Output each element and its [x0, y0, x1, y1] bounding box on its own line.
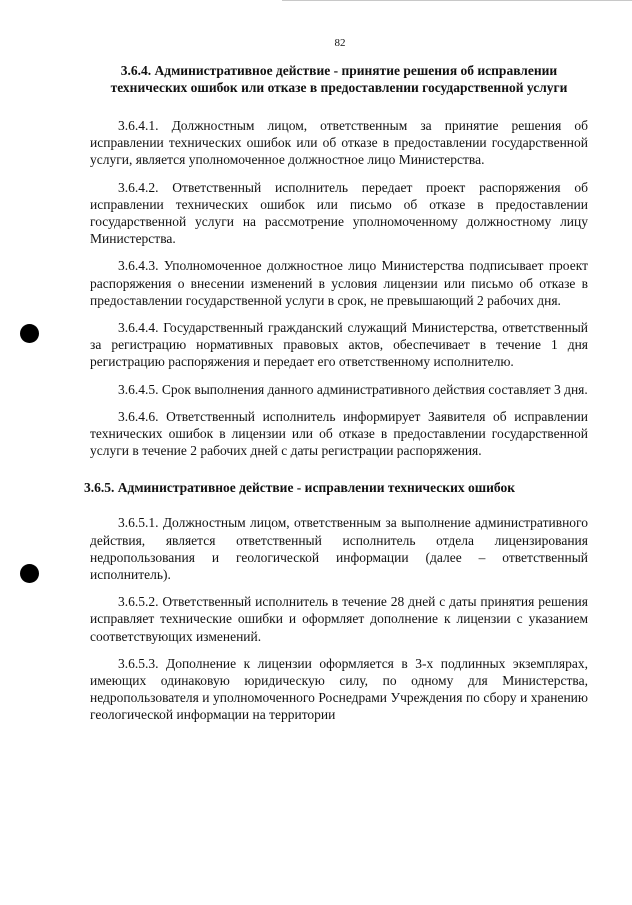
punch-hole [20, 564, 39, 583]
section-heading: 3.6.4. Административное действие - принятие решения об исправлении технических ошибок или отказе в предоставлении государственной услуги [110, 63, 568, 95]
paragraph: 3.6.4.5. Срок выполнения данного административного действия составляет 3 дня. [118, 381, 588, 397]
scan-edge-line [282, 0, 632, 1]
paragraph: 3.6.4.4. Государственный гражданский служащий Министерства, ответственный за регистрацию нормативных правовых актов, обеспечивает в течение 1 дня регистрацию распоряжения и передает его ответственному исполнителю. [90, 320, 588, 370]
paragraph: 3.6.5.1. Должностным лицом, ответственным за выполнение административного действия, является ответственный исполнитель отдела лицензирования недропользования и геологической информации (далее – ответственный исполнитель). [90, 515, 588, 583]
document-body [84, 62, 588, 734]
paragraph: 3.6.4.3. Уполномоченное должностное лицо Министерства подписывает проект распоряжения о внесении изменений в условия лицензии или письмо об отказе в предоставлении государственной услуги в срок, не превышающий 2 рабочих дня. [90, 258, 588, 308]
paragraph: 3.6.5.3. Дополнение к лицензии оформляется в 3-х подлинных экземплярах, имеющих одинаковую юридическую силу, по одному для Министерства, недропользователя и уполномоченного Роснедрами Учреждения по сбору и хранению геологической информации на территории [90, 655, 588, 723]
paragraph: 3.6.4.1. Должностным лицом, ответственным за принятие решения об исправлении технических ошибок или об отказе в предоставлении государственной услуги, является уполномоченное должностное лицо Министерства. [90, 118, 588, 168]
section-heading: 3.6.5. Административное действие - исправлении технических ошибок [84, 480, 516, 496]
paragraph: 3.6.5.2. Ответственный исполнитель в течение 28 дней с даты принятия решения исправляет технические ошибки и оформляет дополнение к лицензии с указанием соответствующих изменений. [90, 594, 588, 644]
paragraph: 3.6.4.6. Ответственный исполнитель информирует Заявителя об исправлении технических ошибок в лицензии или об отказе в предоставлении государственной услуги в течение 2 рабочих дней с даты регистрации распоряжения. [90, 408, 588, 459]
page-number: 82 [334, 37, 346, 49]
punch-hole [20, 324, 39, 343]
paragraph: 3.6.4.2. Ответственный исполнитель передает проект распоряжения об исправлении технических ошибок или письмо об отказе в предоставлении государственной услуги на рассмотрение уполномоченному должностному лицу Министерства. [90, 179, 588, 247]
